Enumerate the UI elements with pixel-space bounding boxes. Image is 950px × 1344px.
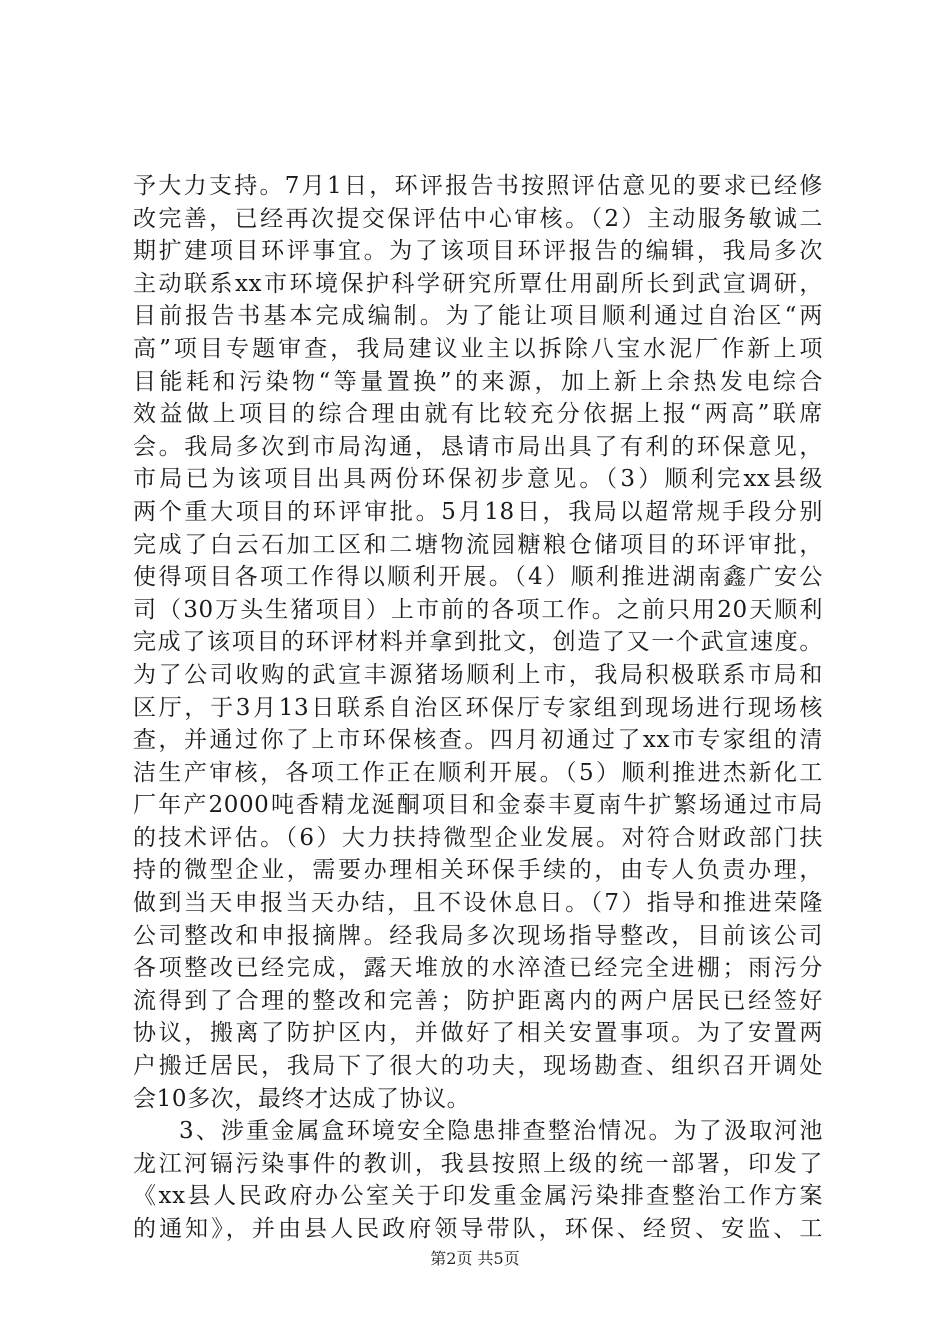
text-line: 的技术评估。（6）大力扶持微型企业发展。对符合财政部门扶 — [133, 824, 823, 851]
text-line: 主动联系xx市环境保护科学研究所覃仕用副所长到武宣调研， — [133, 270, 823, 297]
text-line: 流得到了合理的整改和完善；防护距离内的两户居民已经签好 — [133, 987, 823, 1014]
text-line: 厂年产2000吨香精龙涎酮项目和金泰丰夏南牛扩繁场通过市局 — [133, 792, 823, 819]
text-line: 目能耗和污染物“等量置换”的来源，加上新上余热发电综合 — [133, 368, 823, 395]
text-line: 予大力支持。7月1日，环评报告书按照评估意见的要求已经修 — [133, 173, 823, 199]
text-line: 为了公司收购的武宣丰源猪场顺利上市，我局积极联系市局和 — [133, 661, 823, 688]
text-line: 期扩建项目环评事宜。为了该项目环评报告的编辑，我局多次 — [133, 238, 823, 265]
text-line: 市局已为该项目出具两份环保初步意见。（3）顺利完xx县级 — [133, 466, 823, 493]
text-line: 效益做上项目的综合理由就有比较充分依据上报“两高”联席 — [133, 401, 823, 428]
text-line: 高”项目专题审查，我局建议业主以拆除八宝水泥厂作新上项 — [133, 335, 823, 362]
text-line: 持的微型企业，需要办理相关环保手续的，由专人负责办理， — [133, 857, 823, 884]
text-line: 协议，搬离了防护区内，并做好了相关安置事项。为了安置两 — [133, 1020, 823, 1047]
text-line: 司（30万头生猪项目）上市前的各项工作。之前只用20天顺利 — [133, 596, 823, 623]
text-line: 的通知》，并由县人民政府领导带队，环保、经贸、安监、工 — [133, 1216, 823, 1242]
text-line: 《xx县人民政府办公室关于印发重金属污染排查整治工作方案 — [133, 1183, 823, 1210]
text-line: 洁生产审核，各项工作正在顺利开展。（5）顺利推进杰新化工 — [133, 759, 823, 786]
section-heading-line: 3、涉重金属盒环境安全隐患排查整治情况。为了汲取河池 — [179, 1118, 823, 1145]
text-line: 龙江河镉污染事件的教训，我县按照上级的统一部署，印发了 — [133, 1150, 823, 1177]
text-line: 改完善，已经再次提交保评估中心审核。（2）主动服务敏诚二 — [133, 205, 823, 232]
text-line: 做到当天申报当天办结，且不设休息日。（7）指导和推进荣隆 — [133, 890, 823, 917]
text-line: 公司整改和申报摘牌。经我局多次现场指导整改，目前该公司 — [133, 922, 823, 949]
text-line: 目前报告书基本完成编制。为了能让项目顺利通过自治区“两 — [133, 303, 823, 330]
text-line: 各项整改已经完成，露天堆放的水淬渣已经完全进棚；雨污分 — [133, 955, 823, 982]
body-text — [133, 170, 823, 1246]
text-line: 使得项目各项工作得以顺利开展。（4）顺利推进湖南鑫广安公 — [133, 564, 823, 591]
text-line: 户搬迁居民，我局下了很大的功夫，现场勘查、组织召开调处 — [133, 1053, 823, 1080]
page-number-footer: 第2页 共5页 — [430, 1249, 520, 1268]
text-line: 两个重大项目的环评审批。5月18日，我局以超常规手段分别 — [133, 498, 823, 525]
paragraph-end-line: 会10多次，最终才达成了协议。 — [133, 1085, 471, 1112]
text-line: 查，并通过你了上市环保核查。四月初通过了xx市专家组的清 — [133, 727, 823, 754]
text-line: 完成了白云石加工区和二塘物流园糖粮仓储项目的环评审批， — [133, 531, 823, 558]
text-line: 区厅，于3月13日联系自治区环保厅专家组到现场进行现场核 — [133, 694, 823, 721]
text-line: 会。我局多次到市局沟通，恳请市局出具了有利的环保意见， — [133, 433, 823, 460]
text-line: 完成了该项目的环评材料并拿到批文，创造了又一个武宣速度。 — [133, 629, 823, 656]
